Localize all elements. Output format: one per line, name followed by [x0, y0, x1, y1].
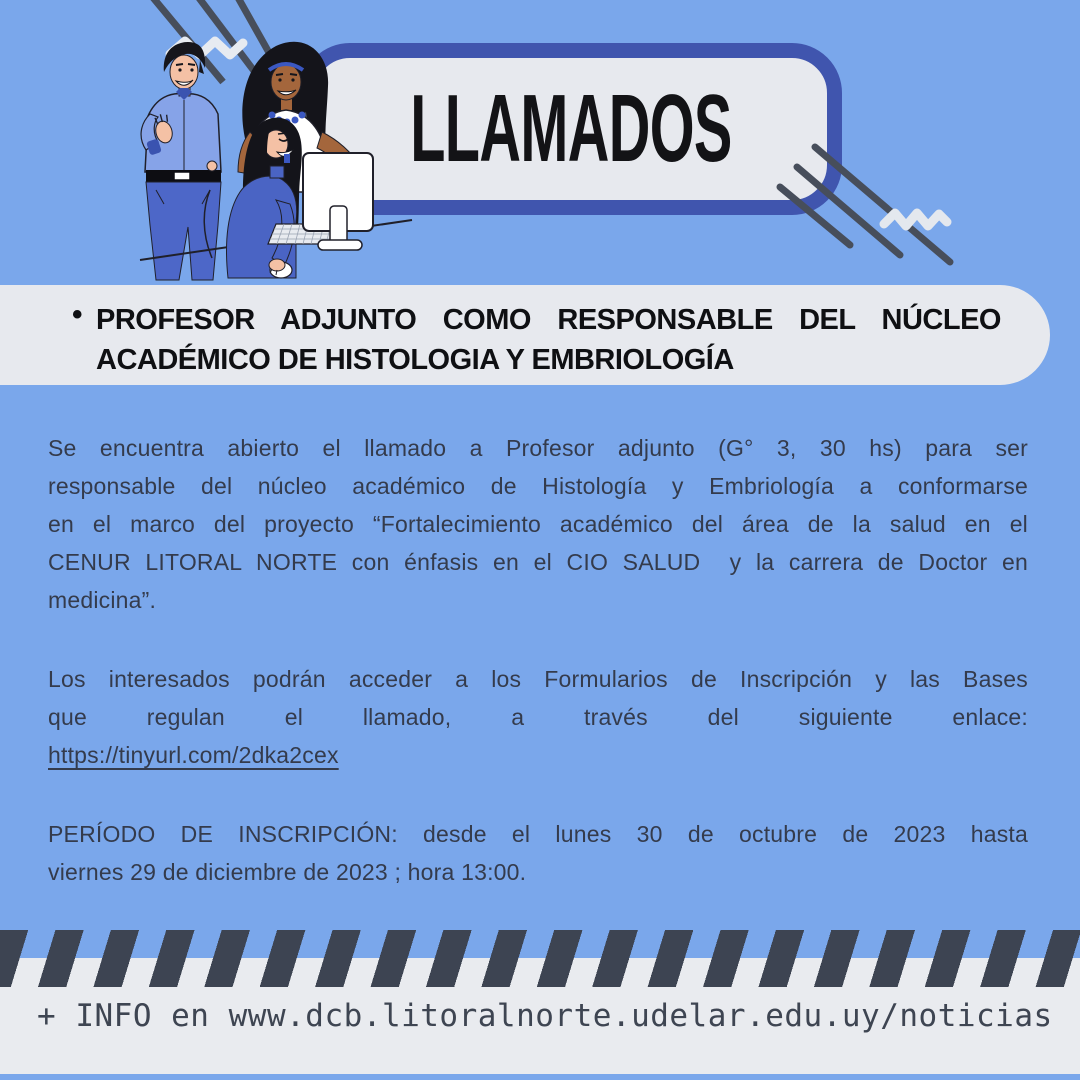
- paragraph-inscription-period: PERÍODO DE INSCRIPCIÓN: desde el lunes 30 de octubre de 2023 hasta viernes 29 de diciembre de 2023 ; hora 13:00.: [48, 821, 1028, 885]
- page-title: LLAMADOS: [410, 75, 732, 182]
- inscription-link[interactable]: https://tinyurl.com/2dka2cex: [48, 742, 339, 768]
- paragraph-call-description: Se encuentra abierto el llamado a Profesor adjunto (G° 3, 30 hs) para ser responsable del núcleo académico de Histología y Embriología a conformarse en el marco del proyecto “Fortalecimiento académico del área de la salud en el CENUR LITORAL NORTE con énfasis en el CIO SALUD y la carrera de Doctor en medicina”.: [48, 435, 1028, 613]
- body-text: [48, 429, 1028, 932]
- heading-bullet: •: [72, 298, 83, 331]
- man-figure: [141, 42, 221, 280]
- footer-info-text: + INFO en www.dcb.litoralnorte.udelar.edu.uy/noticias: [37, 998, 1053, 1034]
- position-heading-band: [0, 285, 1050, 385]
- paragraph-forms-access: Los interesados podrán acceder a los Formularios de Inscripción y las Bases que regulan el llamado, a través del siguiente enlace:: [48, 666, 1028, 730]
- squiggle-banner-decoration: [884, 213, 947, 226]
- position-heading-text: PROFESOR ADJUNTO COMO RESPONSABLE DEL NÚCLEO ACADÉMICO DE HISTOLOGIA Y EMBRIOLOGÍA: [96, 304, 1001, 376]
- illustration-people-at-computer: [100, 20, 420, 300]
